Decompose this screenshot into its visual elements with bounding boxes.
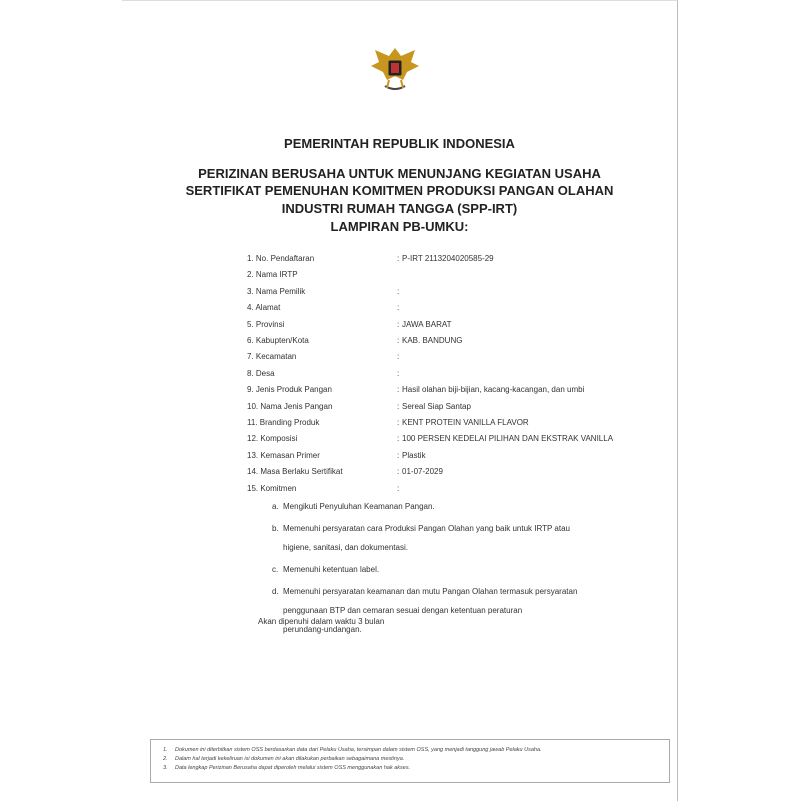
commitment-letter: d. (272, 587, 279, 596)
footnote: 2. Dalam hal terjadi kekeliruan isi dokumen ini akan dilakukan perbaikan sebagaimana mestinya. (163, 756, 405, 762)
commitment-text: Memenuhi ketentuan label. (283, 565, 380, 574)
field-label: 11. Branding Produk (247, 418, 320, 427)
subtitle: PERIZINAN BERUSAHA UNTUK MENUNJANG KEGIATAN USAHA (198, 166, 601, 181)
field-label: 3. Nama Pemilik (247, 286, 306, 296)
colon: : (397, 401, 400, 411)
colon: : (397, 385, 400, 395)
document-page (122, 0, 678, 801)
field-value: 100 PERSEN KEDELAI PILIHAN DAN EKSTRAK VANILLA (402, 434, 614, 444)
field-label: 1. No. Pendaftaran (247, 254, 315, 263)
colon: : (397, 336, 400, 345)
field-label: 8. Desa (247, 368, 275, 378)
subtitle: INDUSTRI RUMAH TANGGA (SPP-IRT) (281, 201, 518, 216)
field-value: Plastik (402, 450, 426, 460)
garuda-emblem-icon (367, 42, 423, 98)
colon: : (397, 319, 400, 329)
footnote: 3. Data lengkap Perizinan Berusaha dapat diperoleh melalui sistem OSS menggunakan hak akses. (163, 765, 411, 771)
colon: : (397, 303, 400, 313)
note: Akan dipenuhi dalam waktu 3 bulan (258, 617, 385, 626)
colon: : (397, 467, 400, 477)
subtitle: SERTIFIKAT PEMENUHAN KOMITMEN PRODUKSI PANGAN OLAHAN (185, 183, 614, 198)
field-label: 15. Komitmen (247, 483, 297, 493)
colon: : (397, 418, 400, 427)
commitment-letter: c. (272, 565, 279, 574)
field-label: 12. Komposisi (247, 434, 298, 444)
field-label: 10. Nama Jenis Pangan (247, 401, 333, 411)
field-value: KAB. BANDUNG (402, 336, 463, 345)
field-label: 2. Nama IRTP (247, 270, 298, 280)
field-label: 13. Kemasan Primer (247, 450, 320, 460)
field-value: Hasil olahan biji-bijian, kacang-kacangan, dan umbi (402, 385, 585, 395)
subtitle: LAMPIRAN PB-UMKU: (330, 219, 469, 234)
field-label: 7. Kecamatan (247, 352, 297, 362)
colon: : (397, 286, 400, 296)
commitment-text: higiene, sanitasi, dan dokumentasi. (283, 543, 408, 552)
field-value: Sereal Siap Santap (402, 401, 471, 411)
colon: : (397, 483, 400, 493)
commitment-text: Memenuhi persyaratan keamanan dan mutu Pangan Olahan termasuk persyaratan (283, 587, 578, 596)
field-value: KENT PROTEIN VANILLA FLAVOR (402, 418, 529, 427)
commitment-letter: b. (272, 524, 279, 533)
field-label: 5. Provinsi (247, 319, 285, 329)
commitment-text: perundang-undangan. (283, 625, 362, 634)
field-value: 01-07-2029 (402, 467, 443, 477)
colon: : (397, 434, 400, 444)
colon: : (397, 368, 400, 378)
colon: : (397, 254, 400, 263)
field-value: P-IRT 2113204020585-29 (402, 254, 494, 263)
field-label: 14. Masa Berlaku Sertifikat (247, 467, 343, 477)
commitment-text: Mengikuti Penyuluhan Keamanan Pangan. (283, 502, 435, 511)
field-label: 6. Kabupten/Kota (247, 336, 309, 345)
page-title: PEMERINTAH REPUBLIK INDONESIA (284, 136, 515, 151)
colon: : (397, 450, 400, 460)
colon: : (397, 352, 400, 362)
field-value: JAWA BARAT (402, 319, 452, 329)
commitment-text: Memenuhi persyaratan cara Produksi Pangan Olahan yang baik untuk IRTP atau (283, 524, 570, 533)
commitment-letter: a. (272, 502, 279, 511)
footnote: 1. Dokumen ini diterbitkan sistem OSS berdasarkan data dari Pelaku Usaha, tersimpan dalam sistem OSS, yang menjadi tanggung jawab Pelaku Usaha. (163, 747, 542, 753)
field-label: 4. Alamat (247, 303, 281, 313)
field-label: 9. Jenis Produk Pangan (247, 385, 332, 395)
footnotes-box (150, 739, 670, 783)
commitment-text: penggunaan BTP dan cemaran sesuai dengan ketentuan peraturan (283, 606, 523, 615)
